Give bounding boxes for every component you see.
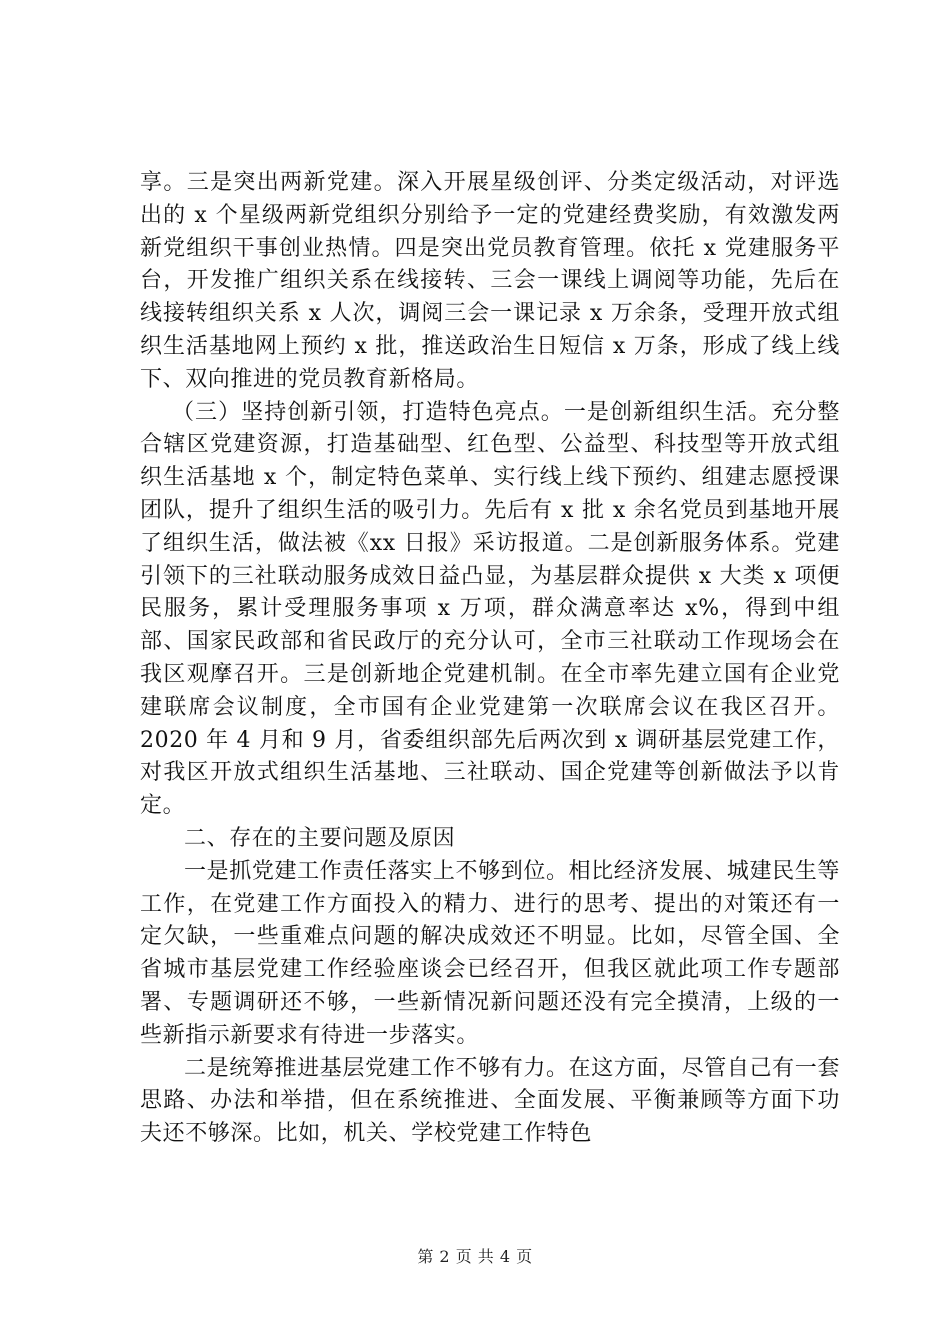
document-body <box>140 167 840 1151</box>
page-number-footer: 第 2 页 共 4 页 <box>417 1247 533 1266</box>
paragraph-party-building-continued: 享。三是突出两新党建。深入开展星级创评、分类定级活动，对评选出的 x 个星级两新党组织分别给予一定的党建经费奖励，有效激发两新党组织干事创业热情。四是突出党员教育管理。依托 x 党建服务平台，开发推广组织关系在线接转、三会一课线上调阅等功能，先后在线接转组织关系 x 人次，调阅三会一课记录 x 万余条，受理开放式组织生活基地网上预约 x 批，推送政治生日短信 x 万条，形成了线上线下、双向推进的党员教育新格局。 <box>140 170 840 392</box>
paragraph-problem-two: 二是统筹推进基层党建工作不够有力。在这方面，尽管自己有一套思路、办法和举措，但在系统推进、全面发展、平衡兼顾等方面下功夫还不够深。比如，机关、学校党建工作特色 <box>140 1055 840 1147</box>
section-heading-main-problems: 二、存在的主要问题及原因 <box>184 825 456 851</box>
paragraph-problem-one: 一是抓党建工作责任落实上不够到位。相比经济发展、城建民生等工作，在党建工作方面投入的精力、进行的思考、提出的对策还有一定欠缺，一些重难点问题的解决成效还不明显。比如，尽管全国、全省城市基层党建工作经验座谈会已经召开，但我区就此项工作专题部署、专题调研还不够，一些新情况新问题还没有完全摸清，上级的一些新指示新要求有待进一步落实。 <box>140 858 840 1048</box>
paragraph-innovation-leading: （三）坚持创新引领，打造特色亮点。一是创新组织生活。充分整合辖区党建资源，打造基础型、红色型、公益型、科技型等开放式组织生活基地 x 个，制定特色菜单、实行线上线下预约、组建志愿授课团队，提升了组织生活的吸引力。先后有 x 批 x 余名党员到基地开展了组织生活，做法被《xx 日报》采访报道。二是创新服务体系。党建引领下的三社联动服务成效日益凸显，为基层群众提供 x 大类 x 项便民服务，累计受理服务事项 x 万项，群众满意率达 x%，得到中组部、国家民政部和省民政厅的充分认可，全市三社联动工作现场会在我区观摩召开。三是创新地企党建机制。在全市率先建立国有企业党建联席会议制度，全市国有企业党建第一次联席会议在我区召开。2020 年 4 月和 9 月，省委组织部先后两次到 x 调研基层党建工作，对我区开放式组织生活基地、三社联动、国企党建等创新做法予以肯定。 <box>140 399 840 819</box>
